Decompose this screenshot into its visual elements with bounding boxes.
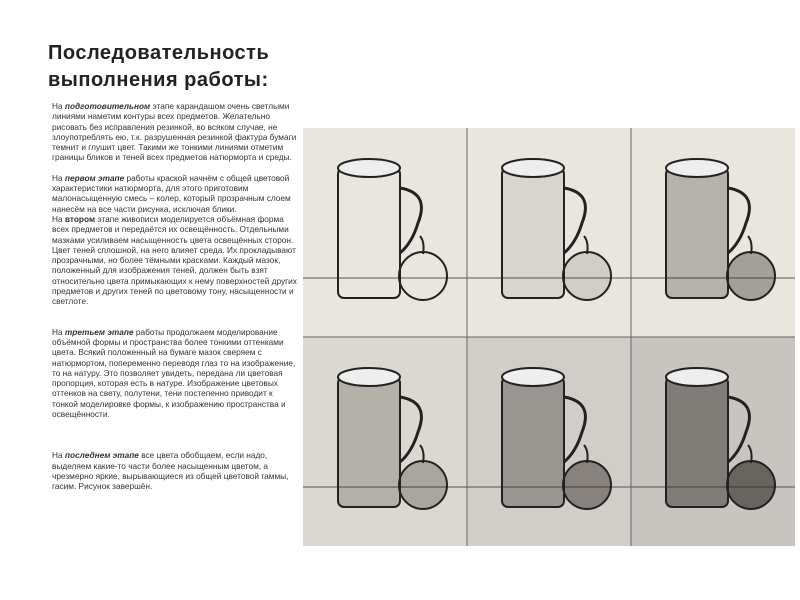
paragraph-stage-3 <box>52 327 297 420</box>
text: этапе живописи моделируется объёмная форма всех предметов и передаётся их освещённость. Отдельными мазками усиливаем насыщенность цвета освещённых сторон. Цвет теней сплошной, на него влияет среда. Их прокладывают прозрачными, но более тёмными красками. Каждый мазок, положенный для изображения теней, должен быть взят относительно цвета примыкающих к нему поверхностей других предметов и других теней по цветовому тону, насыщенности и светлоте. <box>52 213 297 307</box>
text: На <box>52 326 65 337</box>
paragraph-stage-1 <box>52 173 297 214</box>
stage-sketch-5 <box>467 337 631 546</box>
stage-name: подготовительном <box>64 101 151 111</box>
stage-name: третьем этапе <box>64 326 134 337</box>
paragraph-stage-2 <box>52 214 297 307</box>
stage-name: первом этапе <box>64 172 125 183</box>
stages-sketch-grid <box>303 128 795 546</box>
slide-title: Последовательность выполнения работы: <box>48 42 270 91</box>
text: этапе карандашом очень светлыми линиями наметим контуры всех предметов. Желательно рисовать без исправления резинкой, во всяком случае, не злоупотреблять ею, т.к. разрушенная резинкой фактура бумаги темнит и глушит цвет. Такими же тонкими линиями отметим границы бликов и теней всех предметов натюрморта и среды. <box>52 101 297 163</box>
stage-sketch-2 <box>467 159 631 300</box>
text: работы краской начнём с общей цветовой характеристики натюрморта, для этого приготовим малонасыщенную смесь – колер, который прозрачным слоем нанесём на все части рисунка, исключая блики. <box>52 172 291 214</box>
stage-sketch-3 <box>631 159 795 300</box>
text: На <box>52 450 65 461</box>
text: работы продолжаем моделирование объёмной формы и пространства более тонкими оттенками цвета. Всякий положенный на бумаге мазок сверяем с натюрмортом, попеременно переводя глаз то на изображение, то на натуру. Это позволяет увидеть, передана ли цветовая пропорция, которая есть в натуре. Изображение цветовых оттенков на свету, полутени, тени постепенно приводит к тонкой моделировке формы, к изображению пространства и освещённости. <box>52 326 296 420</box>
text: все цвета обобщаем, если надо, выделяем какие-то части более насыщенным цветом, а чрезмерно яркие, вырывающиеся из общей цветовой гаммы, гасим. Рисунок завершён. <box>52 450 289 492</box>
stage-name: последнем этапе <box>64 450 139 461</box>
text: На <box>52 101 65 111</box>
paragraph-preparation <box>52 101 297 163</box>
stage-sketch-4 <box>303 337 467 546</box>
stage-sketch-1 <box>303 159 467 300</box>
paragraph-final-stage <box>52 450 297 491</box>
body-text <box>52 101 297 502</box>
text: На <box>52 172 65 183</box>
stage-name: втором <box>64 213 96 224</box>
text: На <box>52 213 65 224</box>
stage-sketch-6 <box>631 337 795 546</box>
stages-illustration <box>303 128 795 546</box>
